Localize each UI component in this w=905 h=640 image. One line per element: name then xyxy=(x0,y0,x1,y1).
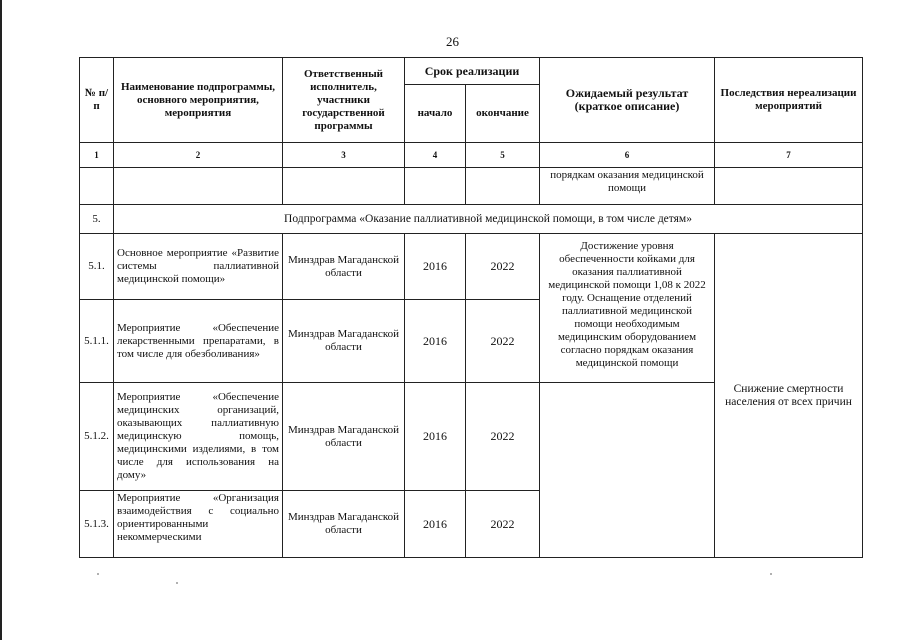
column-number: 4 xyxy=(405,143,466,168)
merged-result: Достижение уровня обеспеченности койками для оказания паллиативной медицинской помощи 1,08 к 2022 году. Оснащение отделений паллиативной медицинской помощи необходимым медицинским оборудованием согласно порядкам оказания медицинской помощи xyxy=(540,234,715,383)
empty-result-cell xyxy=(540,383,715,558)
subprogram-row xyxy=(80,205,863,234)
row-end: 2022 xyxy=(466,383,540,491)
scan-speck xyxy=(176,582,178,584)
header-period: Срок реализации xyxy=(405,58,540,85)
header-start: начало xyxy=(405,85,466,143)
scan-speck xyxy=(97,573,99,575)
row-name: Мероприятие «Обеспечение лекарственными препаратами, в том числе для обезболивания» xyxy=(114,300,283,383)
header-end: окончание xyxy=(466,85,540,143)
row-name: Мероприятие «Организация взаимодействия с социально ориентированными некоммерческими xyxy=(114,491,283,558)
row-start: 2016 xyxy=(405,234,466,300)
row-end: 2022 xyxy=(466,491,540,558)
row-num: 5.1. xyxy=(80,234,114,300)
column-number: 1 xyxy=(80,143,114,168)
subprogram-title: Подпрограмма «Оказание паллиативной медицинской помощи, в том числе детям» xyxy=(114,205,863,234)
column-number: 3 xyxy=(283,143,405,168)
row-responsible: Минздрав Магаданской области xyxy=(283,300,405,383)
column-number: 6 xyxy=(540,143,715,168)
page-edge-line xyxy=(0,0,2,640)
row-name: Основное мероприятие «Развитие системы паллиативной медицинской помощи» xyxy=(114,234,283,300)
row-num: 5.1.2. xyxy=(80,383,114,491)
row-num: 5.1.3. xyxy=(80,491,114,558)
carry-over-result: порядкам оказания медицинской помощи xyxy=(540,168,715,205)
subprogram-num: 5. xyxy=(80,205,114,234)
carry-over-row xyxy=(80,168,863,205)
row-name: Мероприятие «Обеспечение медицинских организаций, оказывающих паллиативную медицинскую помощь, медицинскими изделиями, в том числе для использования на дому» xyxy=(114,383,283,491)
column-number: 5 xyxy=(466,143,540,168)
row-end: 2022 xyxy=(466,300,540,383)
row-responsible: Минздрав Магаданской области xyxy=(283,234,405,300)
column-number-row xyxy=(80,143,863,168)
header-row-1 xyxy=(80,58,863,85)
header-responsible: Ответственный исполнитель, участники государственной программы xyxy=(283,58,405,143)
program-activities-table xyxy=(79,57,863,558)
row-responsible: Минздрав Магаданской области xyxy=(283,383,405,491)
row-end: 2022 xyxy=(466,234,540,300)
header-name: Наименование подпрограммы, основного мероприятия, мероприятия xyxy=(114,58,283,143)
scan-speck xyxy=(770,573,772,575)
merged-consequence: Снижение смертности населения от всех причин xyxy=(715,234,863,558)
header-consequences: Последствия нереализации мероприятий xyxy=(715,58,863,143)
header-num: № п/п xyxy=(80,58,114,143)
column-number: 2 xyxy=(114,143,283,168)
column-number: 7 xyxy=(715,143,863,168)
row-responsible: Минздрав Магаданской области xyxy=(283,491,405,558)
row-num: 5.1.1. xyxy=(80,300,114,383)
header-result: Ожидаемый результат (краткое описание) xyxy=(540,58,715,143)
row-start: 2016 xyxy=(405,300,466,383)
row-start: 2016 xyxy=(405,383,466,491)
table-row xyxy=(80,234,863,300)
page-number: 26 xyxy=(446,34,459,49)
row-start: 2016 xyxy=(405,491,466,558)
